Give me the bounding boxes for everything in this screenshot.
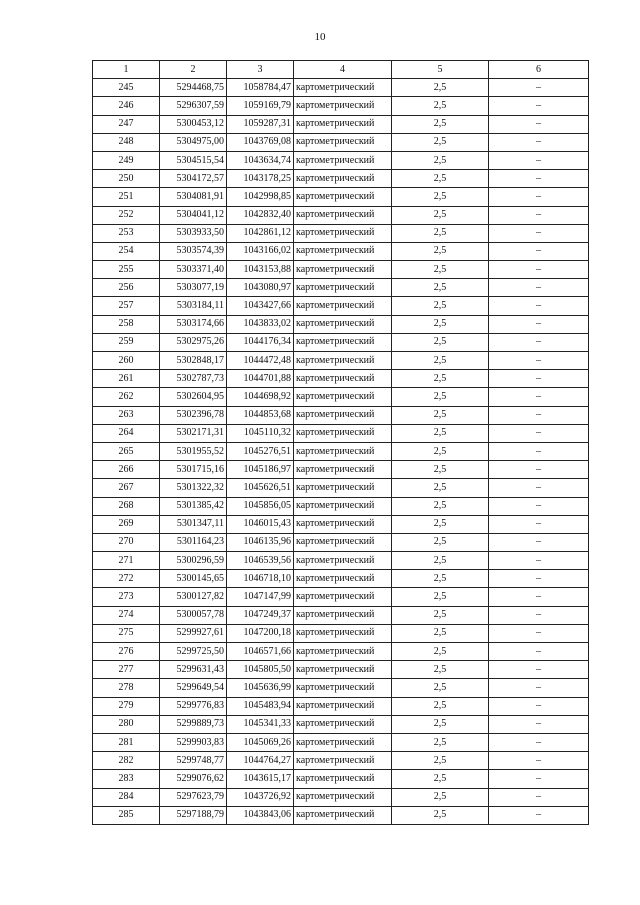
cell-note: – — [489, 188, 589, 206]
table-row — [93, 643, 589, 661]
cell-note: – — [489, 733, 589, 751]
cell-note: – — [489, 497, 589, 515]
cell-accuracy: 2,5 — [392, 661, 489, 679]
header-col-4: 4 — [294, 61, 392, 79]
cell-method: картометрический — [294, 570, 392, 588]
cell-method: картометрический — [294, 170, 392, 188]
cell-note: – — [489, 151, 589, 169]
cell-coord-x: 5301955,52 — [160, 442, 227, 460]
cell-point-number: 260 — [93, 352, 160, 370]
cell-coord-x: 5304081,91 — [160, 188, 227, 206]
cell-method: картометрический — [294, 279, 392, 297]
cell-coord-x: 5303174,66 — [160, 315, 227, 333]
cell-accuracy: 2,5 — [392, 333, 489, 351]
cell-method: картометрический — [294, 242, 392, 260]
cell-point-number: 257 — [93, 297, 160, 315]
cell-coord-y: 1045341,33 — [227, 715, 294, 733]
cell-method: картометрический — [294, 370, 392, 388]
cell-accuracy: 2,5 — [392, 515, 489, 533]
cell-method: картометрический — [294, 224, 392, 242]
cell-note: – — [489, 242, 589, 260]
cell-coord-y: 1043153,88 — [227, 261, 294, 279]
cell-coord-x: 5302848,17 — [160, 352, 227, 370]
table-row — [93, 461, 589, 479]
cell-coord-x: 5300453,12 — [160, 115, 227, 133]
cell-point-number: 272 — [93, 570, 160, 588]
table-row — [93, 661, 589, 679]
cell-coord-y: 1046135,96 — [227, 533, 294, 551]
cell-accuracy: 2,5 — [392, 352, 489, 370]
cell-method: картометрический — [294, 406, 392, 424]
cell-coord-x: 5299927,61 — [160, 624, 227, 642]
table-row — [93, 315, 589, 333]
cell-method: картометрический — [294, 297, 392, 315]
table-row — [93, 115, 589, 133]
cell-note: – — [489, 806, 589, 824]
cell-accuracy: 2,5 — [392, 279, 489, 297]
table-row — [93, 133, 589, 151]
cell-point-number: 262 — [93, 388, 160, 406]
cell-method: картометрический — [294, 552, 392, 570]
cell-coord-y: 1044698,92 — [227, 388, 294, 406]
cell-method: картометрический — [294, 661, 392, 679]
cell-method: картометрический — [294, 352, 392, 370]
table-row — [93, 79, 589, 97]
cell-accuracy: 2,5 — [392, 133, 489, 151]
cell-method: картометрический — [294, 643, 392, 661]
cell-coord-x: 5301322,32 — [160, 479, 227, 497]
cell-accuracy: 2,5 — [392, 552, 489, 570]
cell-note: – — [489, 388, 589, 406]
cell-coord-x: 5304515,54 — [160, 151, 227, 169]
cell-coord-x: 5299889,73 — [160, 715, 227, 733]
cell-coord-y: 1043769,08 — [227, 133, 294, 151]
table-row — [93, 261, 589, 279]
table-row — [93, 297, 589, 315]
cell-coord-x: 5299776,83 — [160, 697, 227, 715]
cell-accuracy: 2,5 — [392, 188, 489, 206]
cell-method: картометрический — [294, 442, 392, 460]
table-row — [93, 515, 589, 533]
cell-coord-y: 1044764,27 — [227, 752, 294, 770]
cell-note: – — [489, 715, 589, 733]
cell-note: – — [489, 333, 589, 351]
cell-coord-y: 1042861,12 — [227, 224, 294, 242]
cell-point-number: 264 — [93, 424, 160, 442]
cell-note: – — [489, 788, 589, 806]
table-row — [93, 170, 589, 188]
cell-method: картометрический — [294, 461, 392, 479]
cell-coord-y: 1043726,92 — [227, 788, 294, 806]
cell-method: картометрический — [294, 151, 392, 169]
table-row — [93, 424, 589, 442]
cell-coord-x: 5301164,23 — [160, 533, 227, 551]
cell-coord-x: 5299725,50 — [160, 643, 227, 661]
cell-note: – — [489, 661, 589, 679]
cell-coord-y: 1043843,06 — [227, 806, 294, 824]
cell-note: – — [489, 461, 589, 479]
table-row — [93, 752, 589, 770]
cell-note: – — [489, 133, 589, 151]
table-row — [93, 715, 589, 733]
cell-method: картометрический — [294, 697, 392, 715]
page-number: 10 — [314, 31, 326, 43]
table-row — [93, 624, 589, 642]
cell-point-number: 271 — [93, 552, 160, 570]
table-row — [93, 333, 589, 351]
table-row — [93, 679, 589, 697]
cell-accuracy: 2,5 — [392, 752, 489, 770]
table-row — [93, 388, 589, 406]
table-row — [93, 570, 589, 588]
cell-coord-x: 5302975,26 — [160, 333, 227, 351]
header-col-1: 1 — [93, 61, 160, 79]
cell-point-number: 282 — [93, 752, 160, 770]
cell-method: картометрический — [294, 806, 392, 824]
cell-coord-x: 5299649,54 — [160, 679, 227, 697]
cell-coord-y: 1059287,31 — [227, 115, 294, 133]
cell-coord-x: 5300145,65 — [160, 570, 227, 588]
cell-coord-x: 5302396,78 — [160, 406, 227, 424]
cell-note: – — [489, 643, 589, 661]
cell-point-number: 281 — [93, 733, 160, 751]
cell-point-number: 267 — [93, 479, 160, 497]
table-row — [93, 442, 589, 460]
cell-coord-x: 5299903,83 — [160, 733, 227, 751]
cell-coord-x: 5302171,31 — [160, 424, 227, 442]
cell-note: – — [489, 261, 589, 279]
cell-accuracy: 2,5 — [392, 533, 489, 551]
cell-coord-y: 1046539,56 — [227, 552, 294, 570]
cell-point-number: 251 — [93, 188, 160, 206]
cell-note: – — [489, 79, 589, 97]
cell-accuracy: 2,5 — [392, 679, 489, 697]
table-row — [93, 479, 589, 497]
cell-method: картометрический — [294, 606, 392, 624]
cell-coord-x: 5301715,16 — [160, 461, 227, 479]
cell-note: – — [489, 533, 589, 551]
cell-method: картометрический — [294, 333, 392, 351]
cell-coord-y: 1047200,18 — [227, 624, 294, 642]
cell-coord-y: 1044853,68 — [227, 406, 294, 424]
cell-point-number: 283 — [93, 770, 160, 788]
cell-accuracy: 2,5 — [392, 788, 489, 806]
cell-coord-y: 1047147,99 — [227, 588, 294, 606]
cell-coord-y: 1043615,17 — [227, 770, 294, 788]
cell-coord-y: 1043833,02 — [227, 315, 294, 333]
cell-point-number: 250 — [93, 170, 160, 188]
cell-method: картометрический — [294, 424, 392, 442]
cell-point-number: 259 — [93, 333, 160, 351]
cell-coord-y: 1045856,05 — [227, 497, 294, 515]
cell-coord-x: 5303574,39 — [160, 242, 227, 260]
cell-coord-x: 5300057,78 — [160, 606, 227, 624]
cell-accuracy: 2,5 — [392, 388, 489, 406]
header-col-5: 5 — [392, 61, 489, 79]
cell-accuracy: 2,5 — [392, 643, 489, 661]
cell-coord-y: 1043080,97 — [227, 279, 294, 297]
cell-accuracy: 2,5 — [392, 170, 489, 188]
cell-coord-y: 1045069,26 — [227, 733, 294, 751]
cell-coord-y: 1043178,25 — [227, 170, 294, 188]
cell-accuracy: 2,5 — [392, 715, 489, 733]
cell-coord-y: 1044176,34 — [227, 333, 294, 351]
cell-coord-x: 5297188,79 — [160, 806, 227, 824]
cell-note: – — [489, 697, 589, 715]
cell-accuracy: 2,5 — [392, 206, 489, 224]
table-body — [93, 79, 589, 825]
cell-method: картометрический — [294, 479, 392, 497]
table-row — [93, 588, 589, 606]
table-row — [93, 352, 589, 370]
table-row — [93, 97, 589, 115]
cell-coord-x: 5300296,59 — [160, 552, 227, 570]
cell-method: картометрический — [294, 497, 392, 515]
cell-note: – — [489, 206, 589, 224]
cell-point-number: 278 — [93, 679, 160, 697]
cell-accuracy: 2,5 — [392, 315, 489, 333]
cell-coord-x: 5304975,00 — [160, 133, 227, 151]
cell-coord-x: 5300127,82 — [160, 588, 227, 606]
cell-accuracy: 2,5 — [392, 697, 489, 715]
header-col-6: 6 — [489, 61, 589, 79]
cell-method: картометрический — [294, 97, 392, 115]
cell-method: картометрический — [294, 133, 392, 151]
cell-accuracy: 2,5 — [392, 806, 489, 824]
cell-point-number: 276 — [93, 643, 160, 661]
cell-coord-y: 1043634,74 — [227, 151, 294, 169]
cell-coord-x: 5299748,77 — [160, 752, 227, 770]
cell-accuracy: 2,5 — [392, 261, 489, 279]
table-row — [93, 242, 589, 260]
table-row — [93, 552, 589, 570]
cell-coord-y: 1046015,43 — [227, 515, 294, 533]
cell-point-number: 275 — [93, 624, 160, 642]
cell-method: картометрический — [294, 715, 392, 733]
table-row — [93, 788, 589, 806]
cell-method: картометрический — [294, 788, 392, 806]
cell-method: картометрический — [294, 79, 392, 97]
cell-point-number: 270 — [93, 533, 160, 551]
cell-coord-y: 1045626,51 — [227, 479, 294, 497]
table-row — [93, 151, 589, 169]
cell-note: – — [489, 624, 589, 642]
cell-accuracy: 2,5 — [392, 624, 489, 642]
cell-accuracy: 2,5 — [392, 151, 489, 169]
cell-coord-x: 5296307,59 — [160, 97, 227, 115]
cell-accuracy: 2,5 — [392, 606, 489, 624]
table-row — [93, 606, 589, 624]
cell-note: – — [489, 479, 589, 497]
cell-accuracy: 2,5 — [392, 370, 489, 388]
cell-coord-y: 1046718,10 — [227, 570, 294, 588]
cell-point-number: 265 — [93, 442, 160, 460]
cell-coord-y: 1058784,47 — [227, 79, 294, 97]
cell-note: – — [489, 115, 589, 133]
cell-coord-x: 5304172,57 — [160, 170, 227, 188]
cell-accuracy: 2,5 — [392, 479, 489, 497]
table-row — [93, 206, 589, 224]
table-row — [93, 806, 589, 824]
cell-coord-x: 5303077,19 — [160, 279, 227, 297]
table-row — [93, 279, 589, 297]
header-row — [93, 61, 589, 79]
cell-accuracy: 2,5 — [392, 79, 489, 97]
cell-point-number: 256 — [93, 279, 160, 297]
cell-point-number: 247 — [93, 115, 160, 133]
cell-method: картометрический — [294, 679, 392, 697]
cell-note: – — [489, 352, 589, 370]
cell-coord-y: 1043166,02 — [227, 242, 294, 260]
cell-note: – — [489, 552, 589, 570]
cell-coord-x: 5303184,11 — [160, 297, 227, 315]
cell-coord-y: 1045805,50 — [227, 661, 294, 679]
cell-accuracy: 2,5 — [392, 424, 489, 442]
cell-accuracy: 2,5 — [392, 588, 489, 606]
cell-point-number: 280 — [93, 715, 160, 733]
cell-method: картометрический — [294, 770, 392, 788]
cell-point-number: 255 — [93, 261, 160, 279]
cell-accuracy: 2,5 — [392, 115, 489, 133]
table-row — [93, 497, 589, 515]
cell-coord-y: 1043427,66 — [227, 297, 294, 315]
cell-note: – — [489, 770, 589, 788]
cell-point-number: 277 — [93, 661, 160, 679]
cell-coord-x: 5303371,40 — [160, 261, 227, 279]
cell-point-number: 261 — [93, 370, 160, 388]
cell-coord-y: 1045636,99 — [227, 679, 294, 697]
cell-accuracy: 2,5 — [392, 570, 489, 588]
cell-method: картометрический — [294, 515, 392, 533]
cell-coord-x: 5301385,42 — [160, 497, 227, 515]
cell-point-number: 258 — [93, 315, 160, 333]
cell-point-number: 253 — [93, 224, 160, 242]
cell-point-number: 263 — [93, 406, 160, 424]
cell-coord-y: 1045186,97 — [227, 461, 294, 479]
cell-point-number: 273 — [93, 588, 160, 606]
cell-note: – — [489, 442, 589, 460]
cell-coord-y: 1046571,66 — [227, 643, 294, 661]
cell-accuracy: 2,5 — [392, 406, 489, 424]
table-row — [93, 224, 589, 242]
cell-method: картометрический — [294, 588, 392, 606]
cell-point-number: 268 — [93, 497, 160, 515]
cell-accuracy: 2,5 — [392, 242, 489, 260]
cell-coord-x: 5294468,75 — [160, 79, 227, 97]
cell-coord-x: 5302604,95 — [160, 388, 227, 406]
cell-note: – — [489, 97, 589, 115]
cell-coord-x: 5303933,50 — [160, 224, 227, 242]
cell-point-number: 269 — [93, 515, 160, 533]
header-col-3: 3 — [227, 61, 294, 79]
cell-point-number: 284 — [93, 788, 160, 806]
table-row — [93, 370, 589, 388]
cell-coord-x: 5302787,73 — [160, 370, 227, 388]
cell-note: – — [489, 279, 589, 297]
cell-point-number: 274 — [93, 606, 160, 624]
cell-method: картометрический — [294, 533, 392, 551]
cell-coord-y: 1044472,48 — [227, 352, 294, 370]
cell-point-number: 246 — [93, 97, 160, 115]
cell-note: – — [489, 315, 589, 333]
cell-method: картометрический — [294, 624, 392, 642]
cell-coord-x: 5299076,62 — [160, 770, 227, 788]
cell-point-number: 245 — [93, 79, 160, 97]
cell-note: – — [489, 752, 589, 770]
cell-point-number: 252 — [93, 206, 160, 224]
table-row — [93, 533, 589, 551]
cell-point-number: 249 — [93, 151, 160, 169]
cell-note: – — [489, 170, 589, 188]
cell-method: картометрический — [294, 115, 392, 133]
cell-coord-y: 1059169,79 — [227, 97, 294, 115]
cell-point-number: 279 — [93, 697, 160, 715]
cell-note: – — [489, 297, 589, 315]
cell-method: картометрический — [294, 206, 392, 224]
cell-note: – — [489, 570, 589, 588]
cell-note: – — [489, 588, 589, 606]
cell-accuracy: 2,5 — [392, 733, 489, 751]
cell-method: картометрический — [294, 315, 392, 333]
cell-coord-x: 5301347,11 — [160, 515, 227, 533]
cell-accuracy: 2,5 — [392, 97, 489, 115]
cell-method: картометрический — [294, 188, 392, 206]
cell-accuracy: 2,5 — [392, 770, 489, 788]
cell-coord-x: 5299631,43 — [160, 661, 227, 679]
cell-note: – — [489, 515, 589, 533]
cell-point-number: 248 — [93, 133, 160, 151]
cell-note: – — [489, 424, 589, 442]
cell-note: – — [489, 370, 589, 388]
cell-coord-y: 1044701,88 — [227, 370, 294, 388]
cell-method: картометрический — [294, 388, 392, 406]
cell-note: – — [489, 406, 589, 424]
cell-note: – — [489, 606, 589, 624]
cell-accuracy: 2,5 — [392, 224, 489, 242]
cell-note: – — [489, 224, 589, 242]
cell-coord-x: 5304041,12 — [160, 206, 227, 224]
cell-point-number: 266 — [93, 461, 160, 479]
cell-method: картометрический — [294, 261, 392, 279]
table-row — [93, 406, 589, 424]
coordinates-table — [92, 60, 589, 825]
cell-accuracy: 2,5 — [392, 297, 489, 315]
table-row — [93, 733, 589, 751]
cell-accuracy: 2,5 — [392, 461, 489, 479]
cell-accuracy: 2,5 — [392, 442, 489, 460]
cell-coord-x: 5297623,79 — [160, 788, 227, 806]
table-row — [93, 697, 589, 715]
table-row — [93, 188, 589, 206]
cell-coord-y: 1047249,37 — [227, 606, 294, 624]
cell-accuracy: 2,5 — [392, 497, 489, 515]
cell-method: картометрический — [294, 733, 392, 751]
cell-point-number: 285 — [93, 806, 160, 824]
cell-method: картометрический — [294, 752, 392, 770]
cell-coord-y: 1042998,85 — [227, 188, 294, 206]
cell-coord-y: 1045110,32 — [227, 424, 294, 442]
cell-note: – — [489, 679, 589, 697]
cell-coord-y: 1045483,94 — [227, 697, 294, 715]
cell-coord-y: 1045276,51 — [227, 442, 294, 460]
cell-point-number: 254 — [93, 242, 160, 260]
header-col-2: 2 — [160, 61, 227, 79]
cell-coord-y: 1042832,40 — [227, 206, 294, 224]
table-row — [93, 770, 589, 788]
